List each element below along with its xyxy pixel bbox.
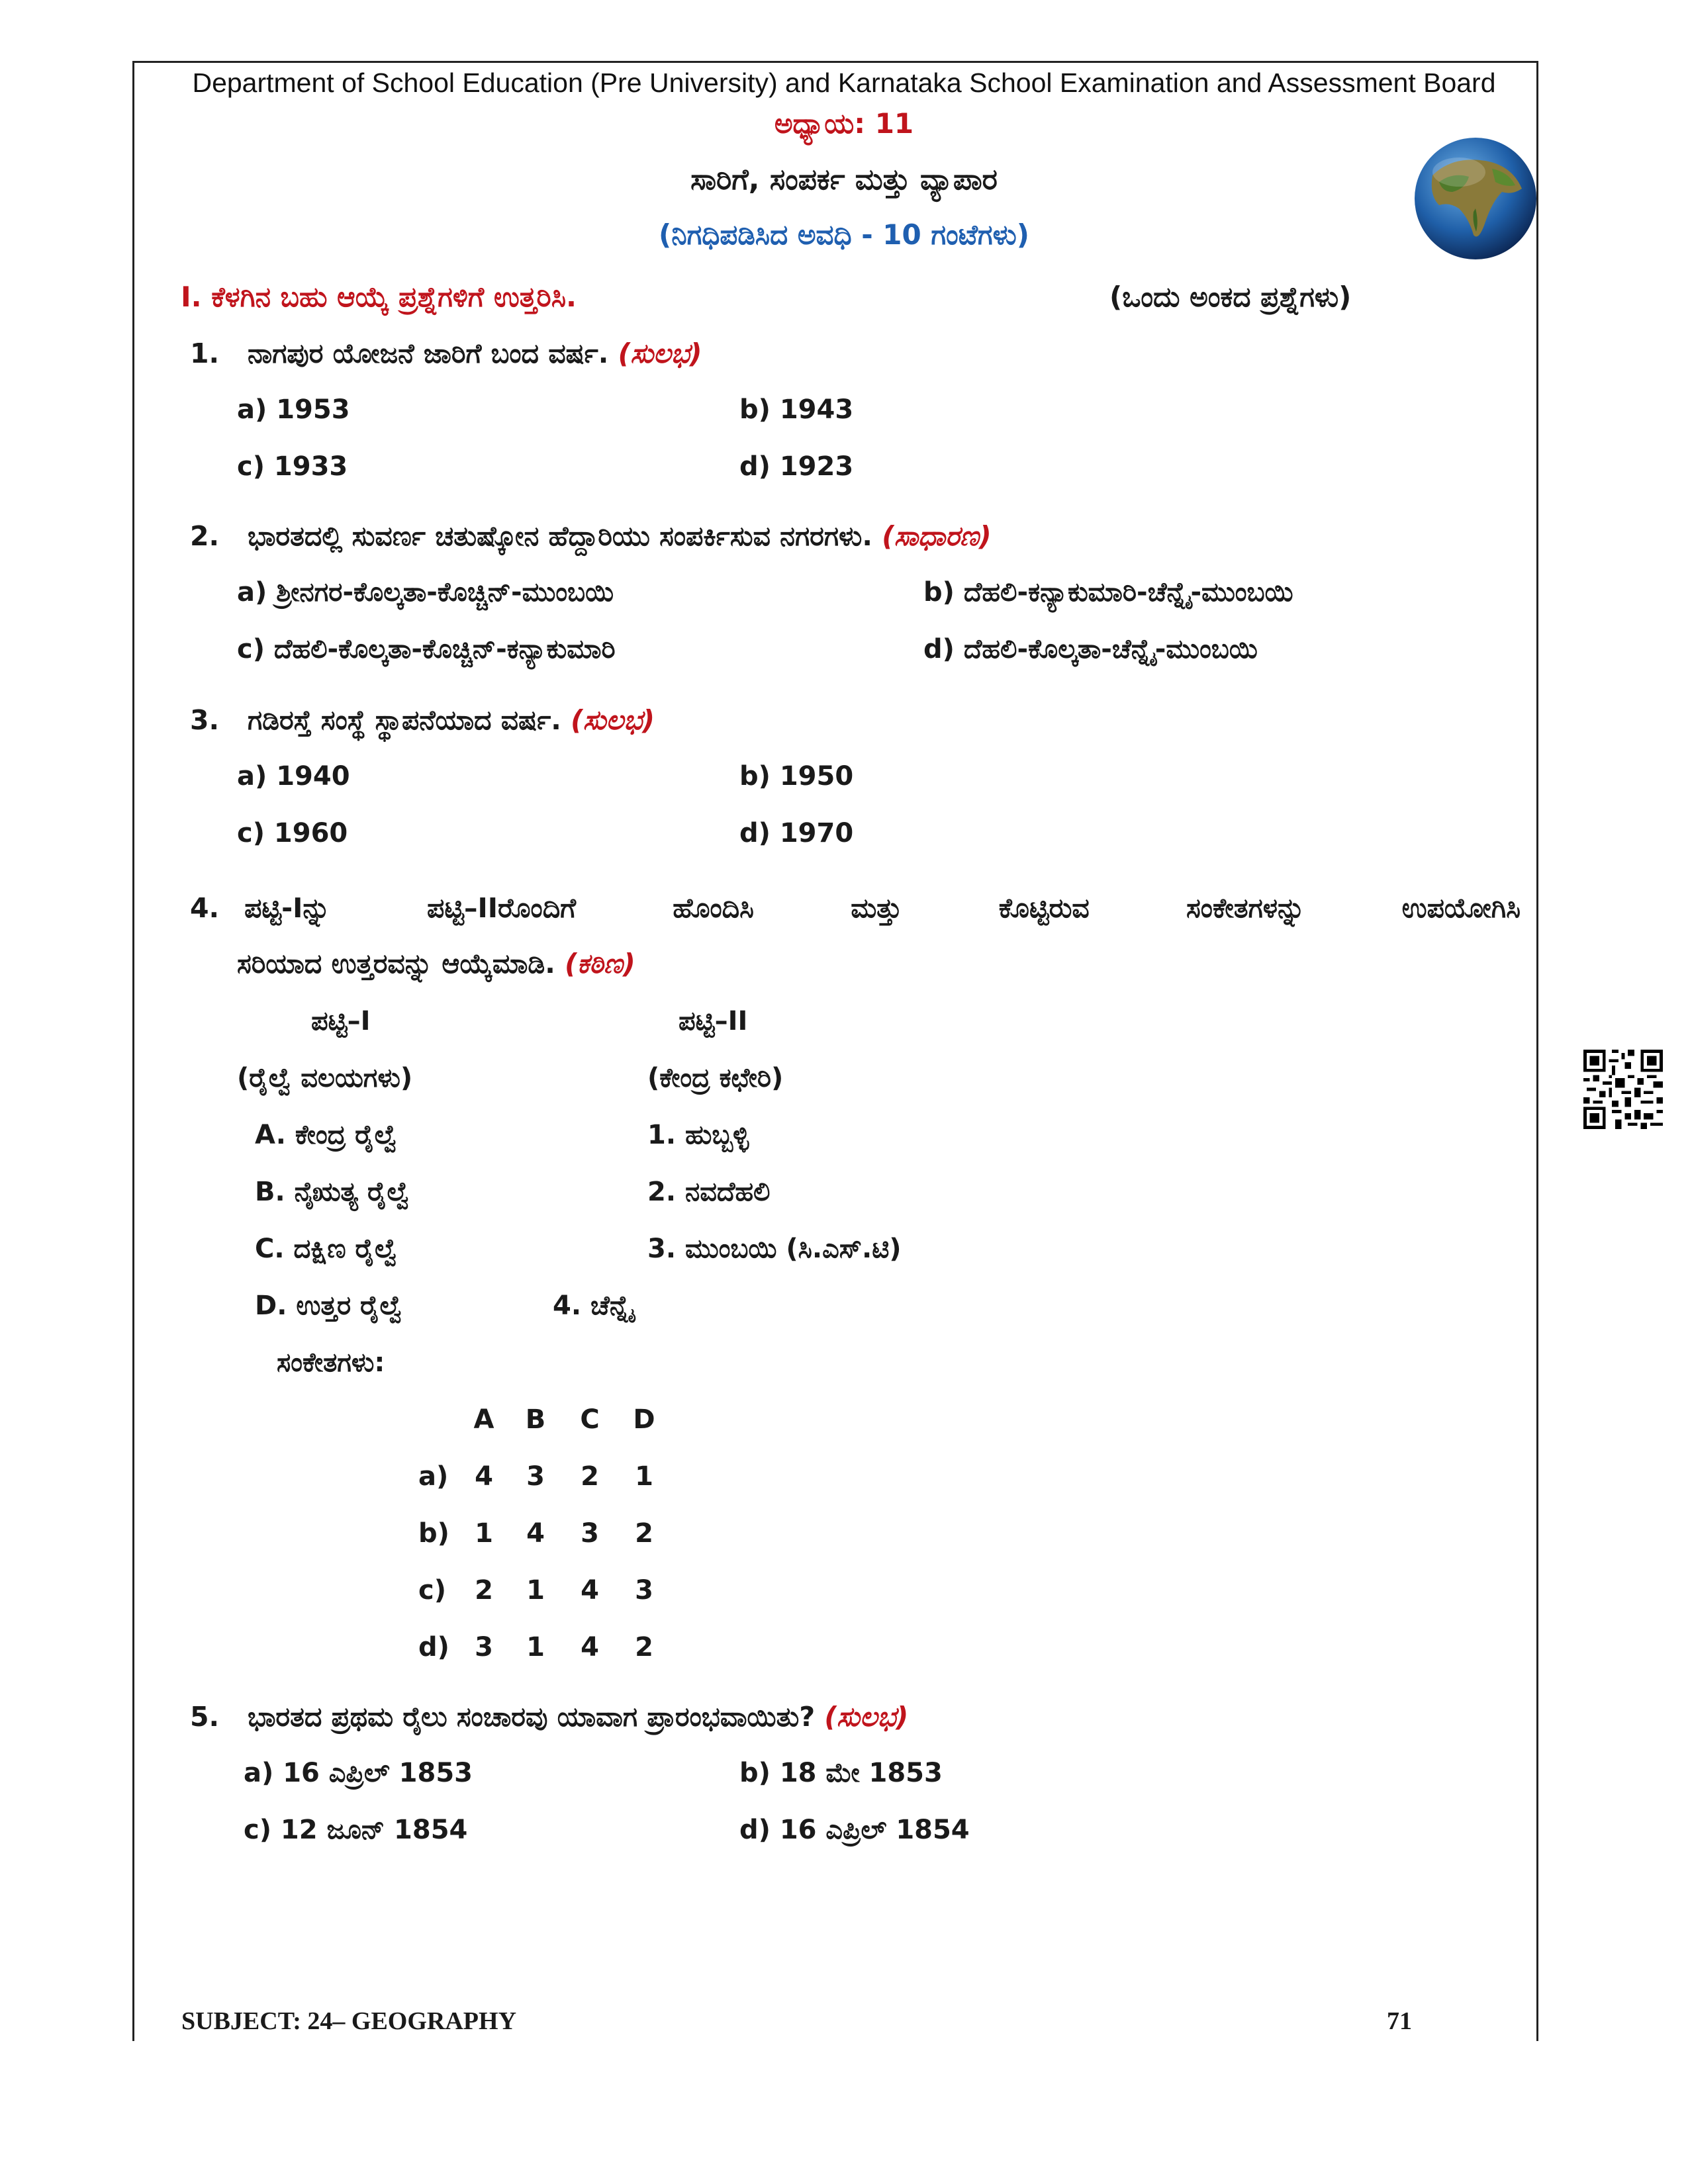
code-cell: 3 [526, 1461, 545, 1492]
code-cell: 4 [475, 1461, 493, 1492]
code-cell: 2 [635, 1632, 653, 1662]
question-number: 5. [190, 1701, 220, 1733]
code-cell: 2 [635, 1518, 653, 1549]
question-4-line1 [190, 892, 1521, 925]
question-text: ಭಾರತದಲ್ಲಿ ಸುವರ್ಣ ಚತುಷ್ಕೋನ ಹೆದ್ದಾರಿಯು ಸಂಪರ್ಕಿಸುವ ನಗರಗಳು. [247, 520, 872, 552]
option-b: b) 18 ಮೇ 1853 [739, 1758, 943, 1788]
page-number: 71 [1387, 2007, 1412, 2035]
option-c: c) 1933 [237, 451, 348, 482]
code-cell: 4 [581, 1632, 599, 1662]
question-3 [190, 704, 655, 737]
codes-header-a: A [473, 1404, 494, 1435]
page-border-right [1536, 61, 1538, 2041]
list1-item: A. ಕೇಂದ್ರ ರೈಲ್ವೆ [255, 1120, 398, 1150]
difficulty-label: (ಕಠಿಣ) [565, 948, 635, 979]
list1-subtitle: (ರೈಲ್ವೆ ವಲಯಗಳು) [237, 1063, 413, 1093]
list2-item: 4. ಚೆನ್ನೈ [553, 1291, 633, 1321]
code-cell: 2 [475, 1575, 493, 1606]
question-2 [190, 520, 992, 553]
footer-subject: SUBJECT: 24– GEOGRAPHY [181, 2007, 517, 2035]
list1-item: C. ದಕ್ಷಿಣ ರೈಲ್ವೆ [255, 1234, 398, 1264]
option-c: c) ದೆಹಲಿ-ಕೊಲ್ಕತಾ-ಕೊಚ್ಚಿನ್-ಕನ್ಯಾಕುಮಾರಿ [237, 634, 616, 664]
codes-label: ಸಂಕೇತಗಳು: [277, 1347, 385, 1378]
question-text: ಸರಿಯಾದ ಉತ್ತರವನ್ನು ಆಯ್ಕೆಮಾಡಿ. [237, 948, 555, 979]
list2-item: 3. ಮುಂಬಯಿ (ಸಿ.ಎಸ್.ಟಿ) [647, 1234, 902, 1264]
list2-item: 2. ನವದೆಹಲಿ [647, 1177, 771, 1207]
chapter-title: ಸಾರಿಗೆ, ಸಂಪರ್ಕ ಮತ್ತು ವ್ಯಾಪಾರ [690, 163, 998, 197]
code-row-label: d) [418, 1632, 449, 1662]
difficulty-label: (ಸುಲಭ) [571, 704, 655, 736]
qr-code-icon[interactable] [1583, 1050, 1663, 1129]
code-cell: 3 [581, 1518, 599, 1549]
section-marks: (ಒಂದು ಅಂಕದ ಪ್ರಶ್ನೆಗಳು) [1109, 281, 1352, 313]
option-d: d) ದೆಹಲಿ-ಕೊಲ್ಕತಾ-ಚೆನ್ನೈ-ಮುಂಬಯಿ [923, 634, 1258, 664]
option-d: d) 1970 [739, 818, 854, 848]
question-5 [190, 1701, 908, 1733]
option-a: a) ಶ್ರೀನಗರ-ಕೊಲ್ಕತಾ-ಕೊಚ್ಚಿನ್-ಮುಂಬಯಿ [237, 577, 614, 608]
option-c: c) 1960 [237, 818, 348, 848]
question-number: 4. [190, 892, 220, 924]
code-cell: 1 [635, 1461, 653, 1492]
code-row-label: b) [418, 1518, 449, 1549]
option-c: c) 12 ಜೂನ್ 1854 [244, 1815, 468, 1845]
option-a: a) 16 ಎಪ್ರಿಲ್ 1853 [244, 1758, 473, 1788]
duration-label: (ನಿಗಧಿಪಡಿಸಿದ ಅವಧಿ - 10 ಗಂಟೆಗಳು) [659, 218, 1029, 251]
question-number: 3. [190, 704, 220, 736]
list2-subtitle: (ಕೇಂದ್ರ ಕಛೇರಿ) [647, 1063, 784, 1093]
list2-item: 1. ಹುಬ್ಬಳ್ಳಿ [647, 1120, 749, 1150]
option-b: b) 1943 [739, 394, 854, 425]
question-number: 1. [190, 338, 220, 369]
difficulty-label: (ಸಾಧಾರಣ) [882, 520, 992, 552]
code-row-label: a) [418, 1461, 449, 1492]
page-border-top [132, 61, 1538, 63]
code-cell: 1 [526, 1632, 545, 1662]
difficulty-label: (ಸುಲಭ) [824, 1701, 909, 1733]
chapter-label: ಅಧ್ಯಾಯ: 11 [774, 107, 914, 140]
department-header: Department of School Education (Pre University) and Karnataka School Examination and Assessment Board [192, 68, 1496, 98]
page-border-left [132, 61, 134, 2041]
question-text: ಭಾರತದ ಪ್ರಥಮ ರೈಲು ಸಂಚಾರವು ಯಾವಾಗ ಪ್ರಾರಂಭವಾಯಿತು? [247, 1701, 816, 1733]
question-text: ಗಡಿರಸ್ತೆ ಸಂಸ್ಥೆ ಸ್ಥಾಪನೆಯಾದ ವರ್ಷ. [247, 704, 561, 736]
question-1 [190, 338, 702, 370]
list2-title: ಪಟ್ಟಿ–II [679, 1006, 748, 1036]
question-number: 2. [190, 520, 220, 552]
code-cell: 2 [581, 1461, 599, 1492]
codes-header-d: D [633, 1404, 655, 1435]
option-b: b) ದೆಹಲಿ-ಕನ್ಯಾಕುಮಾರಿ-ಚೆನ್ನೈ-ಮುಂಬಯಿ [923, 577, 1293, 608]
code-cell: 1 [475, 1518, 493, 1549]
section-heading: I. ಕೆಳಗಿನ ಬಹು ಆಯ್ಕೆ ಪ್ರಶ್ನೆಗಳಿಗೆ ಉತ್ತರಿಸಿ. [181, 281, 577, 313]
codes-header-b: B [525, 1404, 546, 1435]
difficulty-label: (ಸುಲಭ) [618, 338, 702, 369]
code-cell: 3 [475, 1632, 493, 1662]
codes-header-c: C [580, 1404, 600, 1435]
option-a: a) 1940 [237, 761, 350, 792]
code-row-label: c) [418, 1575, 446, 1606]
code-cell: 4 [581, 1575, 599, 1606]
list1-item: D. ಉತ್ತರ ರೈಲ್ವೆ [255, 1291, 403, 1321]
option-d: d) 16 ಎಪ್ರಿಲ್ 1854 [739, 1815, 970, 1845]
option-b: b) 1950 [739, 761, 854, 792]
question-text: ನಾಗಪುರ ಯೋಜನೆ ಜಾರಿಗೆ ಬಂದ ವರ್ಷ. [247, 338, 609, 369]
list1-item: B. ನೈಋತ್ಯ ರೈಲ್ವೆ [255, 1177, 410, 1207]
question-text: ಪಟ್ಟಿ-Iನ್ನು ಪಟ್ಟಿ–IIರೊಂದಿಗೆ ಹೊಂದಿಸಿ ಮತ್ತು ಕೊಟ್ಟಿರುವ ಸಂಕೇತಗಳನ್ನು ಉಪಯೋಗಿಸಿ [244, 892, 1521, 924]
option-d: d) 1923 [739, 451, 854, 482]
question-4-line2 [237, 948, 635, 980]
option-a: a) 1953 [237, 394, 350, 425]
code-cell: 4 [526, 1518, 545, 1549]
list1-title: ಪಟ್ಟಿ–I [311, 1006, 371, 1036]
code-cell: 1 [526, 1575, 545, 1606]
globe-icon [1413, 136, 1538, 261]
code-cell: 3 [635, 1575, 653, 1606]
